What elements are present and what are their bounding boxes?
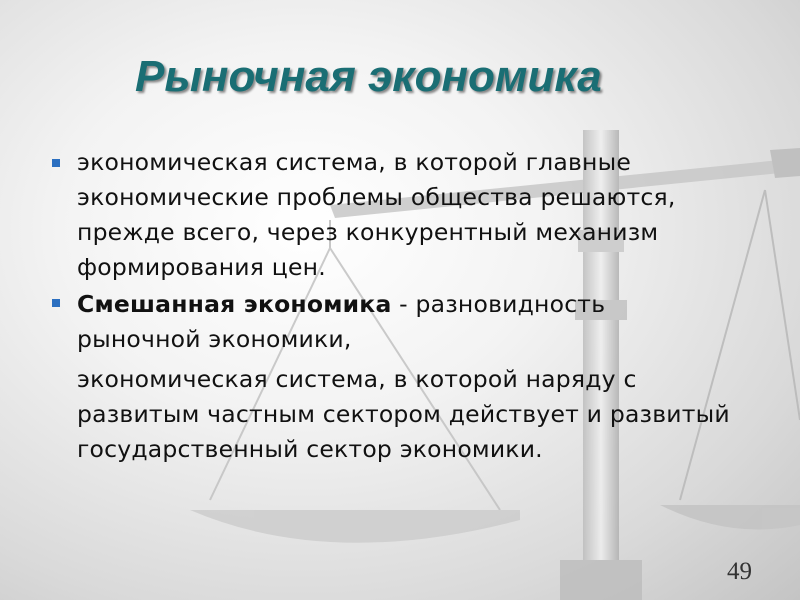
bullet-2-rest: - разновидность рыночной экономики, [77, 290, 606, 353]
slide-number: 49 [727, 558, 752, 585]
bold-term: Смешанная экономика [77, 290, 392, 318]
continuation-text: экономическая система, в которой наряду с развитым частным сектором действует и развитый государственный сектор экономики. [77, 365, 730, 463]
slide-title: Рыночная экономика [135, 52, 602, 101]
bullet-1-text: экономическая система, в которой главные экономические проблемы общества решаются, прежде всего, через конкурентный механизм формирования цен. [77, 148, 676, 281]
bullet-2-text [77, 287, 717, 357]
bullet-marker-icon [52, 299, 60, 307]
bullet-marker-icon [52, 159, 60, 167]
